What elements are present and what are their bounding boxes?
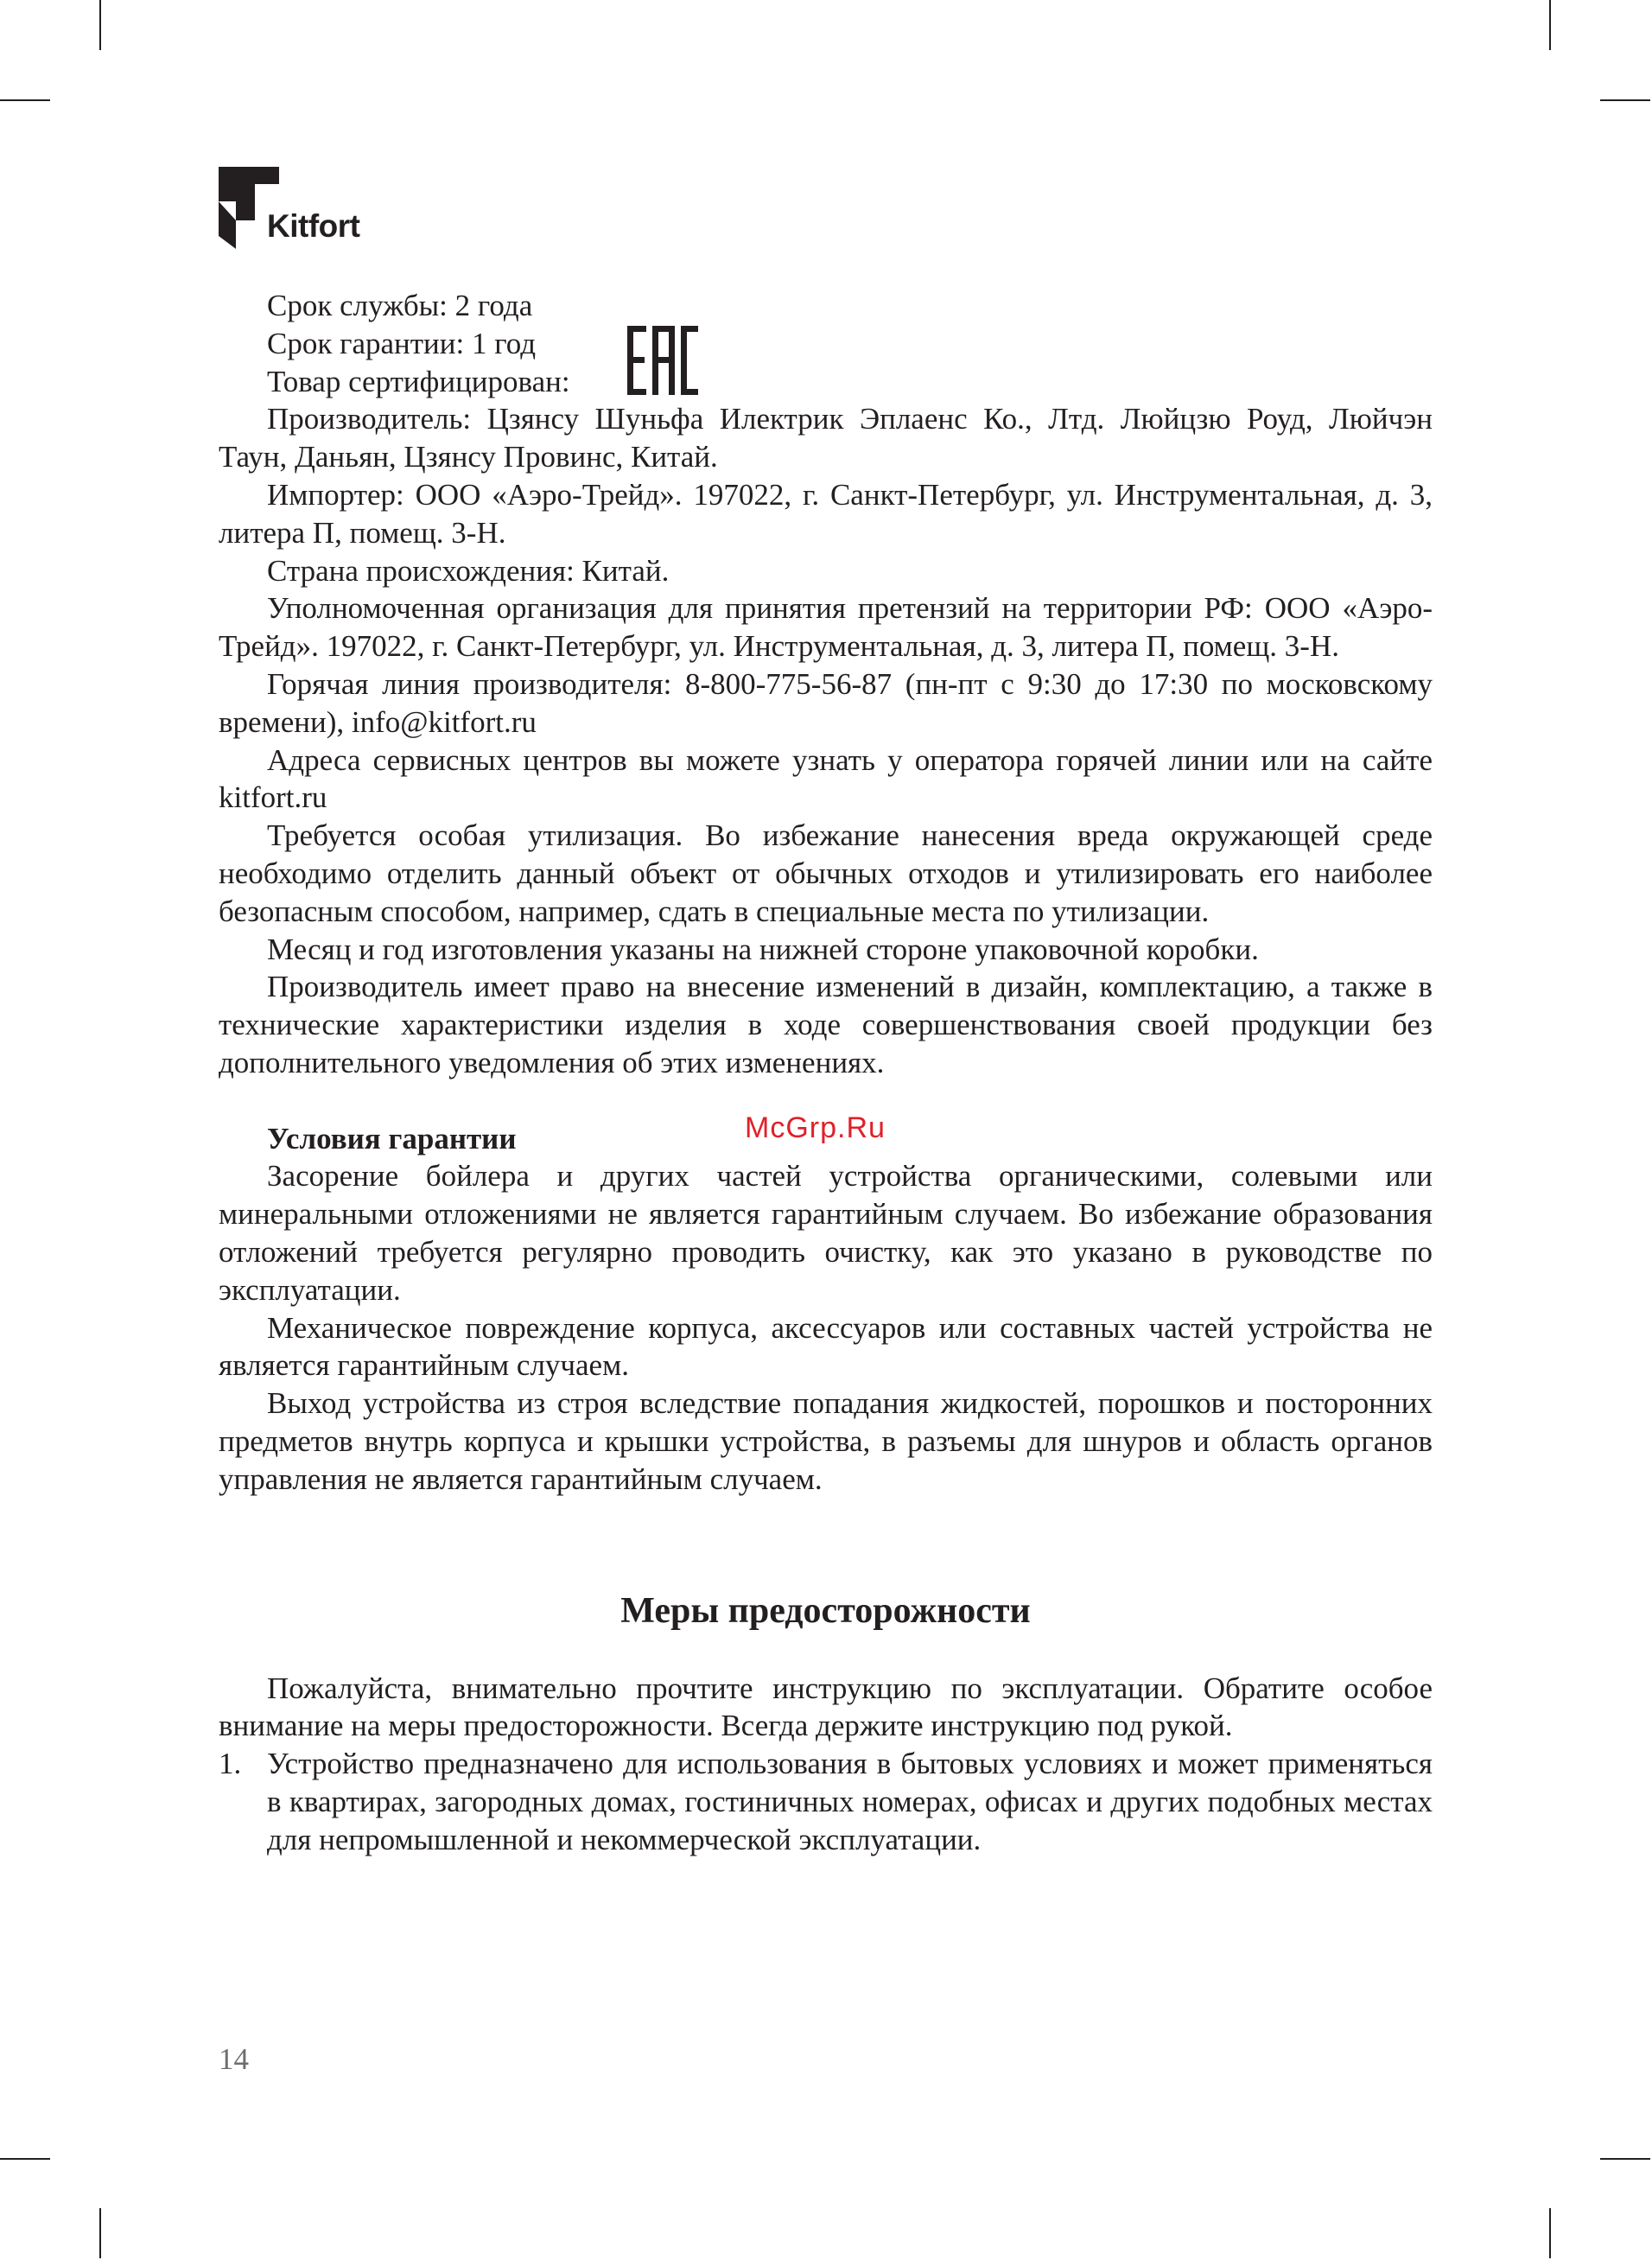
list-item-number: 1. [219, 1747, 242, 1781]
crop-mark-right-bottom [1600, 2158, 1650, 2160]
info-origin: Страна происхождения: Китай. [267, 553, 670, 588]
page-number: 14 [219, 2042, 249, 2076]
info-hotline: Горячая линия производителя: 8-800-775-56-87 (пн-пт с 9:30 до 17:30 по московскому времени), info@kitfort.ru [219, 666, 1433, 739]
info-manufacturer: Производитель: Цзянсу Шуньфа Илектрик Эплаенс Ко., Лтд. Люйцзю Роуд, Люйчэн Таун, Даньян, Цзянсу Провинс, Китай. [219, 402, 1433, 474]
crop-mark-right-top [1600, 99, 1650, 101]
watermark-text: McGrp.Ru [745, 1111, 886, 1144]
info-manufacture-date: Месяц и год изготовления указаны на нижней стороне упаковочной коробки. [267, 932, 1259, 966]
crop-mark-bottom-right [1549, 2208, 1551, 2258]
warranty-paragraph: Засорение бойлера и других частей устройства органическими, солевыми или минеральными отложениями не является гарантийным случаем. Во избежание образования отложений требуется регулярно проводить очистку, как это указано в руководстве по эксплуатации. [219, 1159, 1433, 1307]
list-item-text: Устройство предназначено для использования в бытовых условиях и может применяться в квартирах, загородных домах, гостиничных номерах, офисах и других подобных местах для непромышленной и некоммерческой эксплуатации. [267, 1747, 1433, 1856]
crop-mark-left-bottom [0, 2158, 50, 2160]
warranty-paragraph: Механическое повреждение корпуса, аксессуаров или составных частей устройства не является гарантийным случаем. [219, 1310, 1433, 1383]
info-changes-right: Производитель имеет право на внесение изменений в дизайн, комплектацию, а также в технические характеристики изделия в ходе совершенствования своей продукции без дополнительного уведомления об этих изменениях. [219, 970, 1433, 1079]
crop-mark-top-right [1549, 0, 1551, 50]
eac-mark-icon [627, 326, 698, 395]
info-service-life: Срок службы: 2 года [267, 289, 533, 322]
document-body [219, 287, 1433, 1858]
kitfort-logo [219, 167, 383, 249]
warranty-heading: Условия гарантии [267, 1121, 517, 1155]
crop-mark-left-top [0, 99, 50, 101]
warranty-paragraph: Выход устройства из строя вследствие попадания жидкостей, порошков и посторонних предметов внутрь корпуса и крышки устройства, в разъемы для шнуров и область органов управления не является гарантийным случаем. [219, 1386, 1433, 1496]
precautions-heading: Меры предосторожности [620, 1590, 1031, 1631]
precautions-list-item [219, 1745, 1433, 1858]
brand-name: Kitfort [267, 208, 360, 244]
info-service-centers: Адреса сервисных центров вы можете узнать у оператора горячей линии или на сайте kitfort.ru [219, 742, 1433, 815]
info-warranty-period: Срок гарантии: 1 год [267, 326, 537, 360]
crop-mark-bottom-left [99, 2208, 101, 2258]
info-disposal: Требуется особая утилизация. Во избежание нанесения вреда окружающей среде необходимо отделить данный объект от обычных отходов и утилизировать его наиболее безопасным способом, например, сдать в специальные места по утилизации. [219, 818, 1433, 928]
crop-mark-top-left [99, 0, 101, 50]
info-authorized-org: Уполномоченная организация для принятия претензий на территории РФ: ООО «Аэро-Трейд». 197022, г. Санкт-Петербург, ул. Инструментальная, д. 3, литера П, помещ. 3-Н. [219, 591, 1433, 664]
precautions-intro: Пожалуйста, внимательно прочтите инструкцию по эксплуатации. Обратите особое внимание на меры предосторожности. Всегда держите инструкцию под рукой. [219, 1671, 1433, 1743]
info-certified: Товар сертифицирован: [267, 364, 570, 398]
info-importer: Импортер: ООО «Аэро-Трейд». 197022, г. Санкт-Петербург, ул. Инструментальная, д. 3, литера П, помещ. 3-Н. [219, 477, 1433, 550]
